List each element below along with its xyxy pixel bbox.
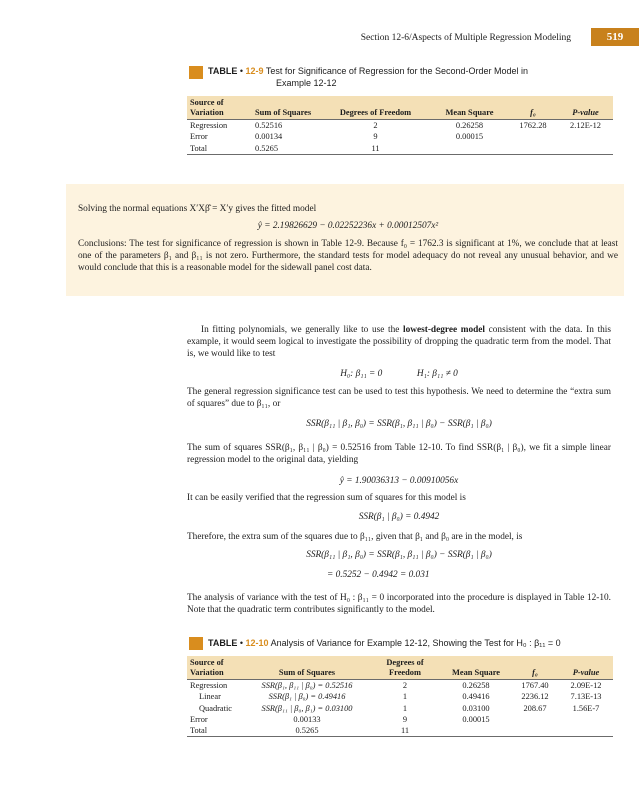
cell-f0 <box>511 725 559 737</box>
table-header-row <box>187 656 613 680</box>
cell-df: 2 <box>320 120 431 132</box>
header-source: Source of Variation <box>187 656 245 680</box>
table-label: TABLE <box>208 638 238 648</box>
header-mean-square: Mean Square <box>431 96 508 120</box>
cell-f0 <box>508 143 558 155</box>
cell-source: Regression <box>187 120 252 132</box>
bold-term: lowest-degree model <box>403 325 485 335</box>
cell-ss: SSR(β₁ | β₀) = 0.49416 <box>268 692 346 702</box>
running-header: Section 12-6/Aspects of Multiple Regression Modeling <box>360 33 571 43</box>
caption-text-line1: Test for Significance of Regression for the Second-Order Model in <box>265 66 529 76</box>
cell-p: 7.13E-13 <box>570 692 602 702</box>
table-row <box>187 703 613 714</box>
paragraph-extra-ss: The general regression significance test can be used to test this hypothesis. We need to determine the “extra sum of squares” due to β₁₁, or <box>187 387 611 410</box>
header-mean-square: Mean Square <box>441 656 511 680</box>
table-row <box>187 680 613 692</box>
cell-df: 11 <box>369 725 441 737</box>
cell-source: Total <box>187 143 252 155</box>
fitted-model-equation: ŷ = 2.19826629 − 0.02252236x + 0.00012507x² <box>257 221 439 231</box>
paragraph-lowest-degree: In fitting polynomials, we generally like to use the lowest-degree model consistent with the data. In this example, it would seem logical to investigate the possibility of dropping the quadratic term from the model. That is, we would like to test <box>187 325 611 360</box>
paragraph-therefore: Therefore, the extra sum of the squares due to β₁₁, given that β₁ and β₀ are in the model, is <box>187 532 523 542</box>
cell-ms: 0.26258 <box>441 680 511 692</box>
cell-ss: SSR(β₁, β₁₁ | β₀) = 0.52516 <box>245 680 369 692</box>
cell-df: 1 <box>402 692 408 702</box>
cell-ms <box>431 143 508 155</box>
cell-df: 9 <box>402 715 408 725</box>
header-sum-of-squares: Sum of Squares <box>252 96 320 120</box>
table-row <box>187 714 613 725</box>
cell-f0: 1767.40 <box>511 680 559 692</box>
cell-f0 <box>508 131 558 142</box>
cell-source: Error <box>190 132 208 142</box>
cell-ms: 0.03100 <box>462 703 490 713</box>
alternative-hypothesis: H₁: β₁₁ ≠ 0 <box>416 369 458 379</box>
cell-ms <box>441 725 511 737</box>
cell-source: Regression <box>187 680 245 692</box>
page-number: 519 <box>591 28 639 46</box>
table-12-10 <box>187 656 613 737</box>
cell-ss: 0.52516 <box>252 120 320 132</box>
cell-ms: 0.26258 <box>431 120 508 132</box>
cell-p: 2.09E-12 <box>559 680 613 692</box>
cell-ss: 0.5265 <box>245 725 369 737</box>
caption-bullet: • <box>239 66 244 76</box>
paragraph-sum-of-squares: The sum of squares SSR(β₁, β₁₁ | β₀) = 0.52516 from Table 12-10. To find SSR(β₁ | β₀), we fit a simple linear regression model to the original data, yielding <box>187 443 611 466</box>
extra-ss-equation: SSR(β₁₁ | β₁, β₀) = SSR(β₁, β₁₁ | β₀) − SSR(β₁ | β₀) <box>306 419 492 429</box>
cell-source: Linear <box>199 692 221 702</box>
header-degrees-of-freedom: Degrees of Freedom <box>369 656 441 680</box>
null-hypothesis: H₀: β₁₁ = 0 <box>340 369 383 379</box>
table-12-10-caption <box>208 637 628 649</box>
ssr-linear-equation: SSR(β₁ | β₀) = 0.4942 <box>358 512 440 522</box>
header-sum-of-squares: Sum of Squares <box>245 656 369 680</box>
cell-ss: 0.00133 <box>293 715 321 725</box>
cell-source: Quadratic <box>199 703 233 713</box>
cell-df: 11 <box>320 143 431 155</box>
cell-f0: 208.67 <box>523 703 547 713</box>
cell-p <box>559 714 613 725</box>
caption-text-line2: Example 12-12 <box>276 78 337 88</box>
header-degrees-of-freedom: Degrees of Freedom <box>320 96 431 120</box>
table-12-9 <box>187 96 613 155</box>
cell-p: 2.12E-12 <box>558 120 613 132</box>
cell-p <box>558 143 613 155</box>
table-row <box>187 691 613 702</box>
table-header-row <box>187 96 613 120</box>
extra-ss-result-line2: = 0.5252 − 0.4942 = 0.031 <box>327 570 430 580</box>
cell-source: Total <box>187 725 245 737</box>
table-row <box>187 131 613 142</box>
cell-ms: 0.00015 <box>462 715 490 725</box>
header-p-value: P-value <box>559 656 613 680</box>
table-marker-icon <box>189 66 203 79</box>
header-source: Source of Variation <box>187 96 252 120</box>
cell-ms: 0.00015 <box>455 132 484 142</box>
conclusions-paragraph: Conclusions: The test for significance of regression is shown in Table 12-9. Because f₀ = 1762.3 is significant at 1%, we conclude that at least one of the parameters β₁ and β₁₁ is not zero. Furthermore, the standard tests for model adequacy do not reveal any unusual behavior, and we would conclude that this is a reasonable model for the sidewall panel cost data. <box>78 239 618 274</box>
table-12-9-caption <box>208 65 608 89</box>
cell-df: 2 <box>369 680 441 692</box>
solution-intro: Solving the normal equations X′Xβ̂ = X′y gives the fitted model <box>78 204 317 214</box>
cell-df: 9 <box>373 132 378 142</box>
header-f0: f₀ <box>508 96 558 120</box>
header-p-value: P-value <box>558 96 613 120</box>
cell-source: Error <box>190 715 208 725</box>
cell-ss: SSR(β₁₁ | β₀, β₁) = 0.03100 <box>261 703 353 713</box>
table-number: 12-9 <box>245 66 264 76</box>
cell-ss: 0.5265 <box>252 143 320 155</box>
hypotheses <box>187 369 611 379</box>
paragraph-anova: The analysis of variance with the test of H₀ : β₁₁ = 0 incorporated into the procedure is displayed in Table 12-10. Note that the quadratic term contributes significantly to the model. <box>187 593 611 616</box>
cell-f0: 1762.28 <box>508 120 558 132</box>
cell-f0 <box>511 714 559 725</box>
cell-ms: 0.49416 <box>462 692 490 702</box>
paragraph-verify: It can be easily verified that the regression sum of squares for this model is <box>187 493 466 503</box>
table-row <box>187 120 613 132</box>
cell-ss: 0.00134 <box>255 132 283 142</box>
linear-model-equation: ŷ = 1.90036313 − 0.00910056x <box>339 476 459 486</box>
extra-ss-result-line1: SSR(β₁₁ | β₁, β₀) = SSR(β₁, β₁₁ | β₀) − SSR(β₁ | β₀) <box>306 550 492 560</box>
caption-bullet: • <box>239 638 244 648</box>
caption-text: Analysis of Variance for Example 12-12, Showing the Test for H₀ : β₁₁ = 0 <box>270 638 561 648</box>
table-label: TABLE <box>208 66 238 76</box>
cell-df: 1 <box>402 703 408 713</box>
cell-p <box>559 725 613 737</box>
cell-p <box>558 131 613 142</box>
table-marker-icon <box>189 637 203 650</box>
table-row <box>187 143 613 155</box>
cell-f0: 2236.12 <box>521 692 549 702</box>
cell-p: 1.56E-7 <box>572 703 600 713</box>
table-number: 12-10 <box>245 638 269 648</box>
header-f0: f₀ <box>511 656 559 680</box>
table-row <box>187 725 613 737</box>
